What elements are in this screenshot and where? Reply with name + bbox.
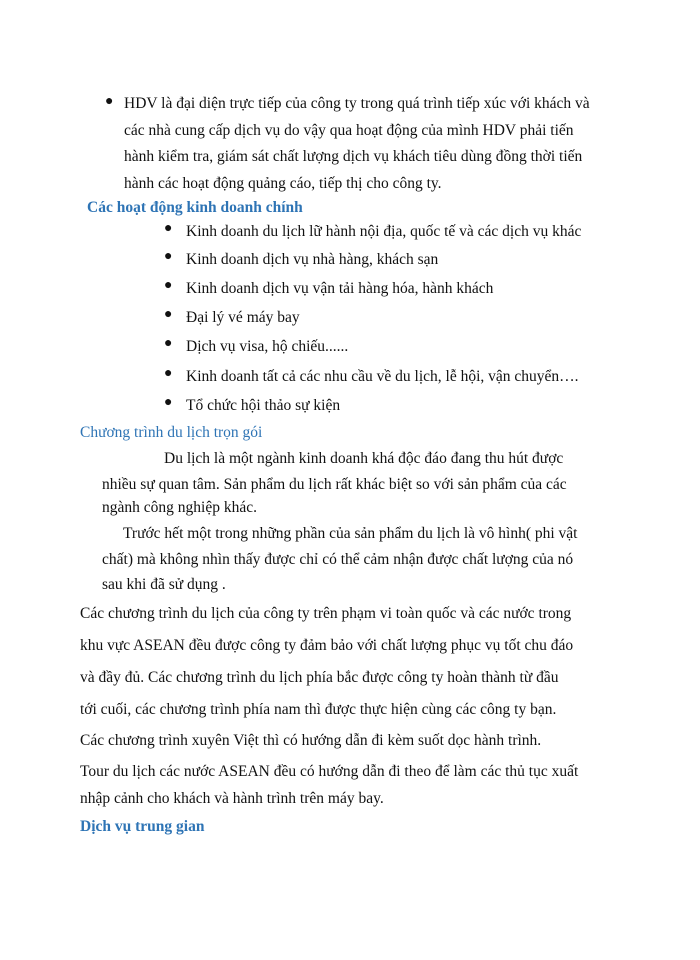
bullet-dot-icon: ●: [164, 395, 173, 410]
business-item: Tổ chức hội thảo sự kiện: [186, 397, 341, 414]
package-paragraph-line: Tour du lịch các nước ASEAN đều có hướng dẫn đi theo để làm các thủ tục xuất: [80, 763, 579, 780]
package-paragraph-line: nhập cảnh cho khách và hành trình trên máy bay.: [80, 790, 384, 807]
package-paragraph-line: Du lịch là một ngành kinh doanh khá độc đáo đang thu hút được: [164, 450, 564, 467]
package-paragraph-line: Các chương trình xuyên Việt thì có hướng dẫn đi kèm suốt dọc hành trình.: [80, 732, 542, 749]
bullet-dot-icon: ●: [164, 366, 173, 381]
package-paragraph-line: Các chương trình du lịch của công ty trên phạm vi toàn quốc và các nước trong: [80, 605, 572, 622]
business-item: Kinh doanh du lịch lữ hành nội địa, quốc tế và các dịch vụ khác: [186, 223, 582, 240]
intro-line: hành các hoạt động quảng cáo, tiếp thị cho công ty.: [124, 175, 442, 192]
business-item: Đại lý vé máy bay: [186, 309, 300, 326]
package-paragraph-line: sau khi đã sử dụng .: [102, 576, 226, 593]
intro-line: HDV là đại diện trực tiếp của công ty trong quá trình tiếp xúc với khách và: [124, 95, 590, 112]
package-paragraph-line: và đầy đủ. Các chương trình du lịch phía bắc được công ty hoàn thành từ đầu: [80, 669, 559, 686]
section-heading-intermediary: Dịch vụ trung gian: [80, 818, 205, 835]
business-item: Kinh doanh dịch vụ vận tải hàng hóa, hành khách: [186, 280, 494, 297]
package-paragraph-line: Trước hết một trong những phần của sản phẩm du lịch là vô hình( phi vật: [123, 525, 578, 542]
business-item: Kinh doanh tất cả các nhu cầu về du lịch, lễ hội, vận chuyển….: [186, 368, 579, 385]
section-heading-package: Chương trình du lịch trọn gói: [80, 424, 263, 441]
package-paragraph-line: tới cuối, các chương trình phía nam thì được thực hiện cùng các công ty bạn.: [80, 701, 557, 718]
intro-line: các nhà cung cấp dịch vụ do vậy qua hoạt động của mình HDV phải tiến: [124, 122, 574, 139]
package-paragraph-line: nhiều sự quan tâm. Sản phẩm du lịch rất khác biệt so với sản phẩm của các: [102, 476, 567, 493]
business-item: Kinh doanh dịch vụ nhà hàng, khách sạn: [186, 251, 439, 268]
package-paragraph-line: khu vực ASEAN đều được công ty đảm bảo với chất lượng phục vụ tốt chu đáo: [80, 637, 574, 654]
bullet-dot-icon: ●: [164, 249, 173, 264]
package-paragraph-line: chất) mà không nhìn thấy được chỉ có thể cảm nhận được chất lượng của nó: [102, 551, 574, 568]
package-paragraph-line: ngành công nghiệp khác.: [102, 499, 257, 516]
business-item: Dịch vụ visa, hộ chiếu......: [186, 338, 349, 355]
bullet-dot-icon: ●: [105, 94, 114, 109]
bullet-dot-icon: ●: [164, 336, 173, 351]
intro-line: hành kiểm tra, giám sát chất lượng dịch vụ khách tiêu dùng đồng thời tiến: [124, 148, 583, 165]
bullet-dot-icon: ●: [164, 221, 173, 236]
section-heading-business: Các hoạt động kinh doanh chính: [87, 199, 303, 216]
bullet-dot-icon: ●: [164, 278, 173, 293]
bullet-dot-icon: ●: [164, 307, 173, 322]
